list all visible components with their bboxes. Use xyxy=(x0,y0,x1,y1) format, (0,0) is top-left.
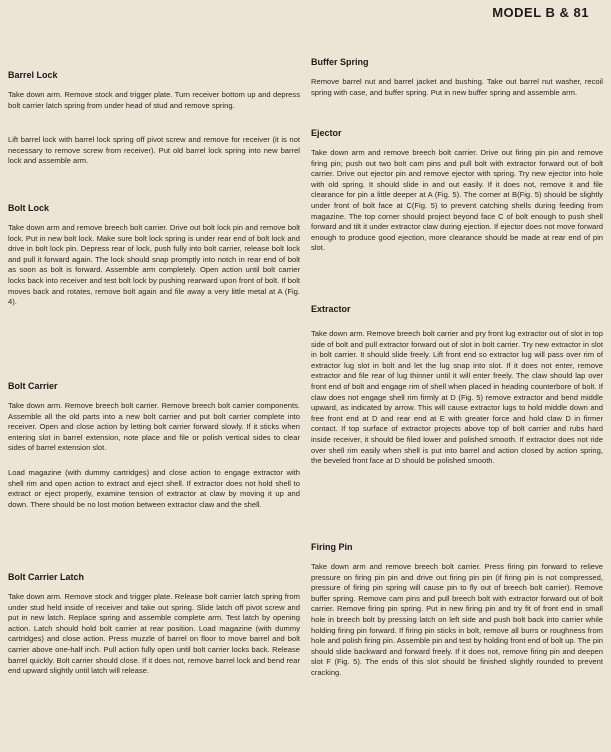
section-firing-pin xyxy=(311,542,603,689)
section-extractor xyxy=(311,304,603,477)
section-heading: Extractor xyxy=(311,304,351,314)
section-paragraph: Take down arm and remove breech bolt carrier. Press firing pin forward to relieve pressure on firing pin pin and drive out firing pin pin (if firing pin is not compressed, pressure of firing pin spring will cause pin to fly out of breech bolt carrier). Remove buffer spring. Remove cam pins and pull breech bolt with extractor forward out of bolt carrier. Remove firing pin spring. Put in new firing pin and try fit of front end in small hole in breech bolt by pressing latch on left side and push bolt back into carrier while holding firing pin forward. If firing pin sticks in bolt, remove all burrs or roughness from hole and polish firing pin. Assemble pin and test by holding front end of bolt up. The pin should slide backward and forward freely. If it does not, remove firing pin and deepen slot F (Fig. 5). The ends of this slot should be finished slightly rounded to prevent cracking. xyxy=(311,562,603,677)
section-ejector xyxy=(311,128,603,264)
section-paragraph: Remove barrel nut and barrel jacket and bushing. Take out barrel nut washer, recoil spring with case, and buffer spring. Put in new buffer spring and assemble arm. xyxy=(311,77,603,97)
section-heading: Barrel Lock xyxy=(8,70,58,80)
section-paragraph: Take down arm. Remove stock and trigger plate. Release bolt carrier latch spring from under stud held inside of receiver and take out spring. Slide latch off pivot screw and put in new latch. Replace spring and assemble complete arm. Test latch by opening action. Latch should hold bolt carrier at rear position. Load magazine (with dummy cartridges) and close action. Press muzzle of barrel on floor to move barrel and bolt carrier above one-half inch. Pull action fully open until bolt carrier locks back. Release barrel quickly. Bolt carrier should close. If it does not, remove barrel lock and bend rear end upward slightly until latch will release. xyxy=(8,592,300,676)
section-bolt-carrier xyxy=(8,381,300,520)
section-heading: Ejector xyxy=(311,128,342,138)
section-paragraph: Take down arm and remove breech bolt carrier. Drive out bolt lock pin and remove bolt lock. Put in new bolt lock. Make sure bolt lock spring is under rear end of bolt lock and drive in bolt lock pin. Depress rear of lock, push fully into bolt carrier, release bolt lock and pull it forward again. The lock should snap promptly into notch in rear end of bolt as soon as bolt is forward. Assemble arm completely. Open action until bolt carrier locks back into receiver and test bolt lock by pushing rearward upon front of bolt. If bolt moves back and rotates, remove bolt again and file away a very little metal at A (Fig. 4). xyxy=(8,223,300,307)
section-buffer-spring xyxy=(311,57,603,108)
section-paragraph: Load magazine (with dummy cartridges) and close action to engage extractor with shell rim and open action to extract and eject shell. If extractor does not hold shell to extract or eject properly, examine tension of extractor at claw by moving it up and down. There should be no lost motion between extractor claw and the shell. xyxy=(8,467,300,509)
section-bolt-lock xyxy=(8,203,300,318)
model-header: MODEL B & 81 xyxy=(492,5,589,20)
section-paragraph: Take down arm and remove breech bolt carrier. Drive out firing pin pin and remove firing pin; push out two bolt cam pins and pull bolt with extractor forward out of bolt carrier. Drive out ejector pin and remove ejector with spring. Try new ejector into hole with old spring. It should slide in and out easily. If it does not, remove it and file clearance for pin a little deeper at A (Fig. 5). The corner at B(Fig. 5) should be slightly under front of bolt face at C(Fig. 5) to prevent catching shells during feeding from magazine. The top corner should project beyond face C of bolt enough to push shell forward and tilt it under extractor claw during ejection. If ejector does not move forward enough to produce good ejection, more clearance should be made at rear end of pin slot. xyxy=(311,148,603,253)
section-paragraph: Lift barrel lock with barrel lock spring off pivot screw and remove for receiver (it is not necessary to remove screw from receiver). Put old barrel lock spring into new barrel lock and assemble arm. xyxy=(8,135,300,166)
section-paragraph: Take down arm. Remove stock and trigger plate. Turn receiver bottom up and depress bolt carrier latch spring from under head of stud and remove spring. xyxy=(8,90,300,110)
section-heading: Firing Pin xyxy=(311,542,353,552)
section-paragraph: Take down arm. Remove breech bolt carrier and pry front lug extractor out of slot in top side of bolt and pull extractor forward out of slot in bolt carrier. Try new extractor in slot in bolt carrier. It should slide freely. Lift front end so extractor lug will pass over rim of extractor lug slot in bolt and let the lug snap into slot. If it does not enter, remove extractor and file rear of lug thinner until it will enter freely. The claw should lap over front end of bolt and engage rim of shell when placed in heading counterbore of bolt. If claw does not engage shell rim firmly at D (Fig. 5) remove extractor and bend middle upward, as indicated by arrow. This will cause extractor lugs to hold middle down and free front end at D and rear end at E with greater force and hold claw D in firmer contact. If top surface of extractor projects above top of bolt carrier and rubs hard inside receiver, it should be filed lower and polished smooth. If extractor does not ride over shell rim easily when shell is put into barrel and action closed by action spring, the beveled front face at D should be polished smooth. xyxy=(311,329,603,466)
section-heading: Bolt Carrier xyxy=(8,381,58,391)
section-barrel-lock xyxy=(8,70,300,177)
section-heading: Buffer Spring xyxy=(311,57,369,67)
section-bolt-carrier-latch xyxy=(8,572,300,687)
section-paragraph: Take down arm. Remove breech bolt carrier. Remove breech bolt carrier components. Assemble all the old parts into a new bolt carrier and put bolt carrier complete into receiver. Open and close action by letting bolt carrier forward slowly. If it sticks when entering slot in barrel extension, note place and file or polish vertical sides to clear sides of barrel extension slot. xyxy=(8,401,300,453)
section-heading: Bolt Carrier Latch xyxy=(8,572,85,582)
section-heading: Bolt Lock xyxy=(8,203,50,213)
